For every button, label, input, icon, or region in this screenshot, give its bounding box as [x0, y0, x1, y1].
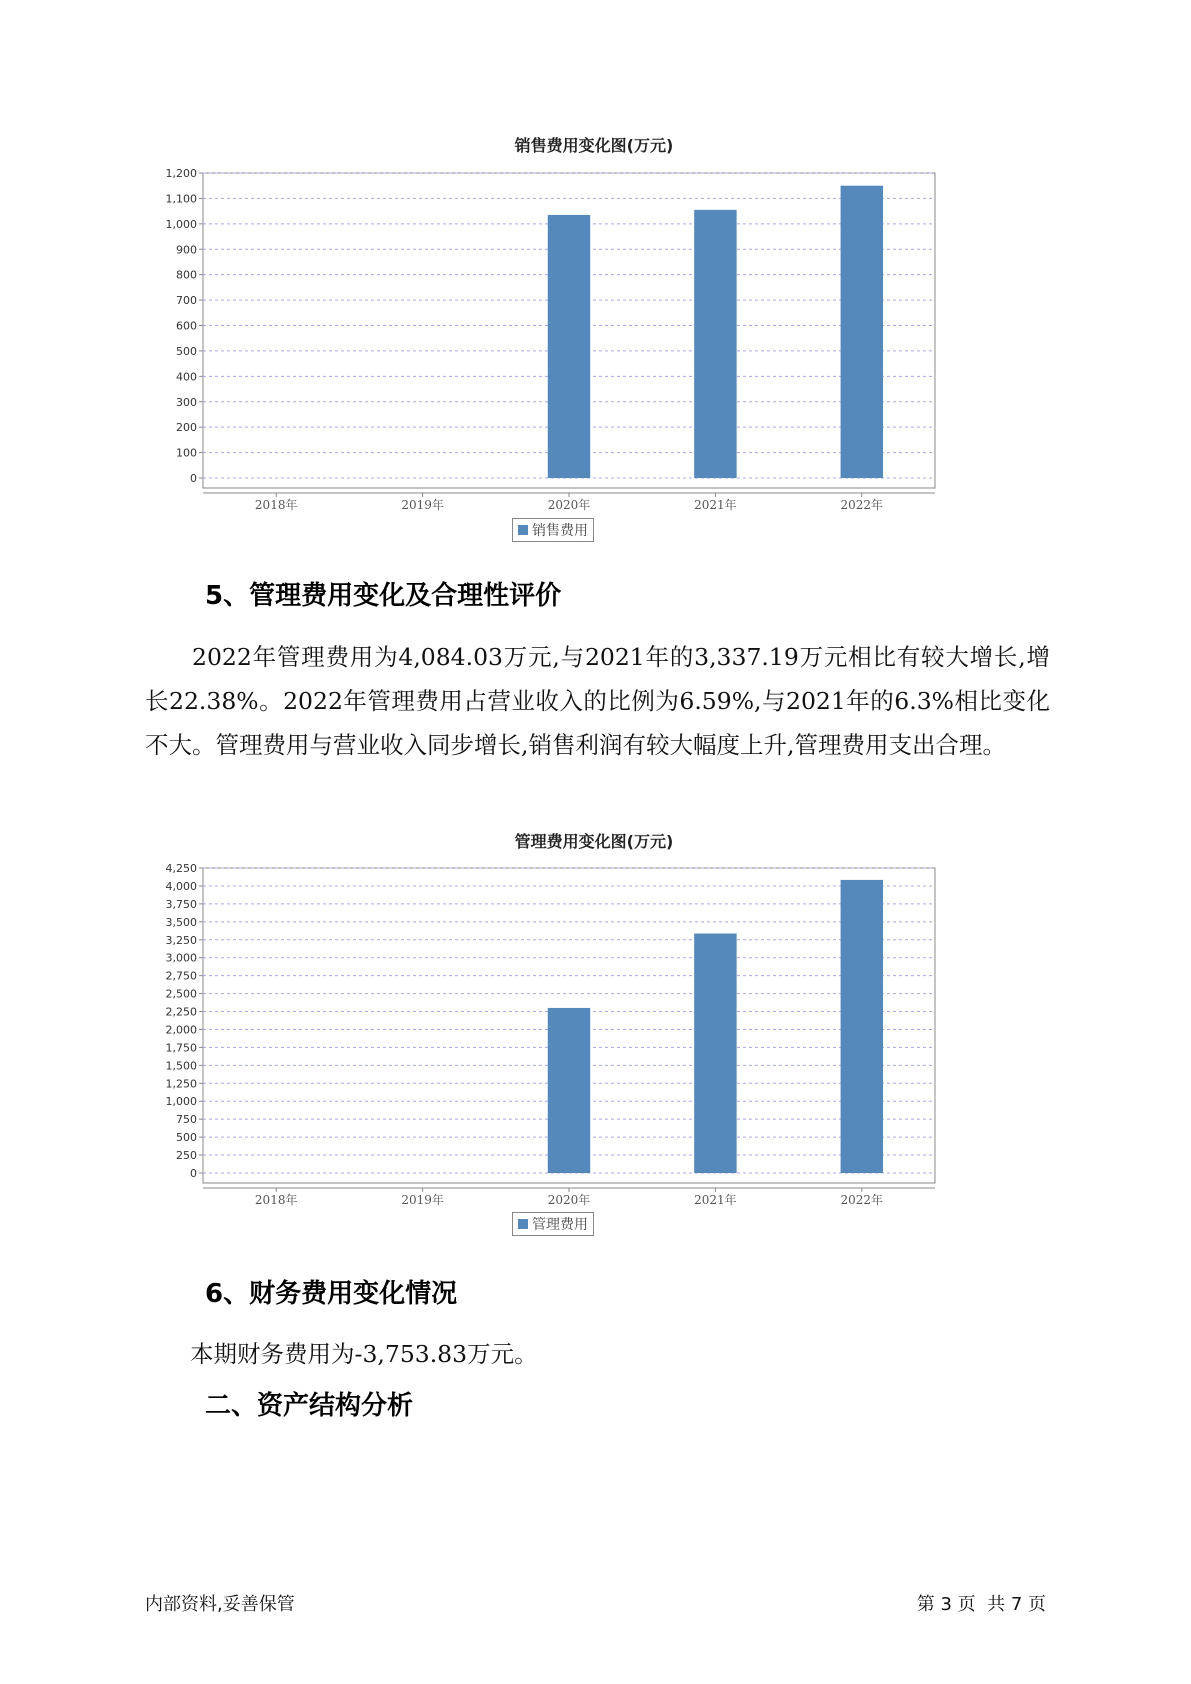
- x-tick-label: 2021年: [694, 1193, 737, 1207]
- legend-swatch: [518, 1219, 528, 1229]
- y-tick-label: 500: [176, 344, 197, 358]
- y-tick-label: 1,100: [165, 192, 197, 206]
- y-tick-label: 2,000: [165, 1023, 197, 1037]
- x-tick-label: 2019年: [401, 498, 444, 512]
- y-tick-label: 2,750: [165, 969, 197, 983]
- footer-page-number: 第 3 页 共 7 页: [916, 1594, 1046, 1615]
- footer-confidential: 内部资料,妥善保管: [145, 1594, 295, 1615]
- bar-2021年: [694, 210, 736, 478]
- x-tick-label: 2021年: [694, 498, 737, 512]
- y-tick-label: 3,750: [165, 897, 197, 911]
- bar-2021年: [694, 934, 736, 1173]
- chart-title: 销售费用变化图(万元): [514, 136, 674, 155]
- x-tick-label: 2018年: [254, 498, 298, 512]
- y-tick-label: 500: [176, 1131, 197, 1145]
- admin-expense-paragraph: 2022年管理费用为4,084.03万元,与2021年的3,337.19万元相比有较大增长,增长22.38%。2022年管理费用占营业收入的比例为6.59%,与2021年的6.3%相比变化不大。管理费用与营业收入同步增长,销售利润有较大幅度上升,管理费用支出合理。: [145, 643, 1050, 759]
- y-tick-label: 3,250: [165, 933, 197, 947]
- y-tick-label: 1,000: [165, 217, 197, 231]
- y-tick-label: 600: [176, 319, 197, 333]
- y-tick-label: 700: [176, 294, 197, 308]
- y-tick-label: 200: [176, 421, 197, 435]
- x-tick-label: 2020年: [547, 1193, 591, 1207]
- sales-expense-chart: [148, 130, 1040, 550]
- x-tick-label: 2022年: [840, 1193, 884, 1207]
- y-tick-label: 250: [176, 1149, 197, 1163]
- y-tick-label: 750: [176, 1113, 197, 1127]
- legend-label: 销售费用: [532, 523, 588, 539]
- y-tick-label: 100: [176, 446, 197, 460]
- y-tick-label: 0: [190, 1167, 197, 1180]
- section-heading-asset-structure: 二、资产结构分析: [205, 1391, 414, 1421]
- y-tick-label: 400: [176, 370, 197, 384]
- section-heading-admin-expense: 5、管理费用变化及合理性评价: [205, 581, 562, 611]
- legend-label: 管理费用: [532, 1217, 588, 1233]
- finance-expense-paragraph: 本期财务费用为-3,753.83万元。: [190, 1340, 538, 1368]
- chart-title: 管理费用变化图(万元): [514, 832, 674, 851]
- chart-legend: [512, 518, 594, 542]
- y-tick-label: 1,000: [165, 1095, 197, 1109]
- y-tick-label: 1,750: [165, 1041, 197, 1055]
- admin-expense-bar-chart: [148, 853, 1040, 1223]
- y-tick-label: 4,250: [165, 862, 197, 875]
- admin-expense-chart: [148, 825, 1040, 1245]
- x-tick-label: 2018年: [254, 1193, 298, 1207]
- x-tick-label: 2019年: [401, 1193, 444, 1207]
- y-tick-label: 2,500: [165, 987, 197, 1001]
- chart-legend: [512, 1212, 594, 1236]
- y-tick-label: 900: [176, 243, 197, 257]
- legend-swatch: [518, 525, 528, 535]
- y-tick-label: 1,250: [165, 1077, 197, 1091]
- y-tick-label: 300: [176, 395, 197, 409]
- y-tick-label: 1,500: [165, 1059, 197, 1073]
- x-tick-label: 2020年: [547, 498, 591, 512]
- x-tick-label: 2022年: [840, 498, 884, 512]
- section-heading-finance-expense: 6、财务费用变化情况: [205, 1279, 458, 1309]
- bar-2020年: [548, 1008, 590, 1173]
- y-tick-label: 800: [176, 268, 197, 282]
- bar-2022年: [841, 186, 883, 478]
- bar-2020年: [548, 215, 590, 478]
- y-tick-label: 0: [190, 472, 197, 485]
- y-tick-label: 2,250: [165, 1005, 197, 1019]
- bar-2022年: [841, 880, 883, 1173]
- sales-expense-bar-chart: [148, 158, 1040, 528]
- y-tick-label: 1,200: [165, 167, 197, 180]
- y-tick-label: 3,000: [165, 951, 197, 965]
- y-tick-label: 3,500: [165, 915, 197, 929]
- y-tick-label: 4,000: [165, 879, 197, 893]
